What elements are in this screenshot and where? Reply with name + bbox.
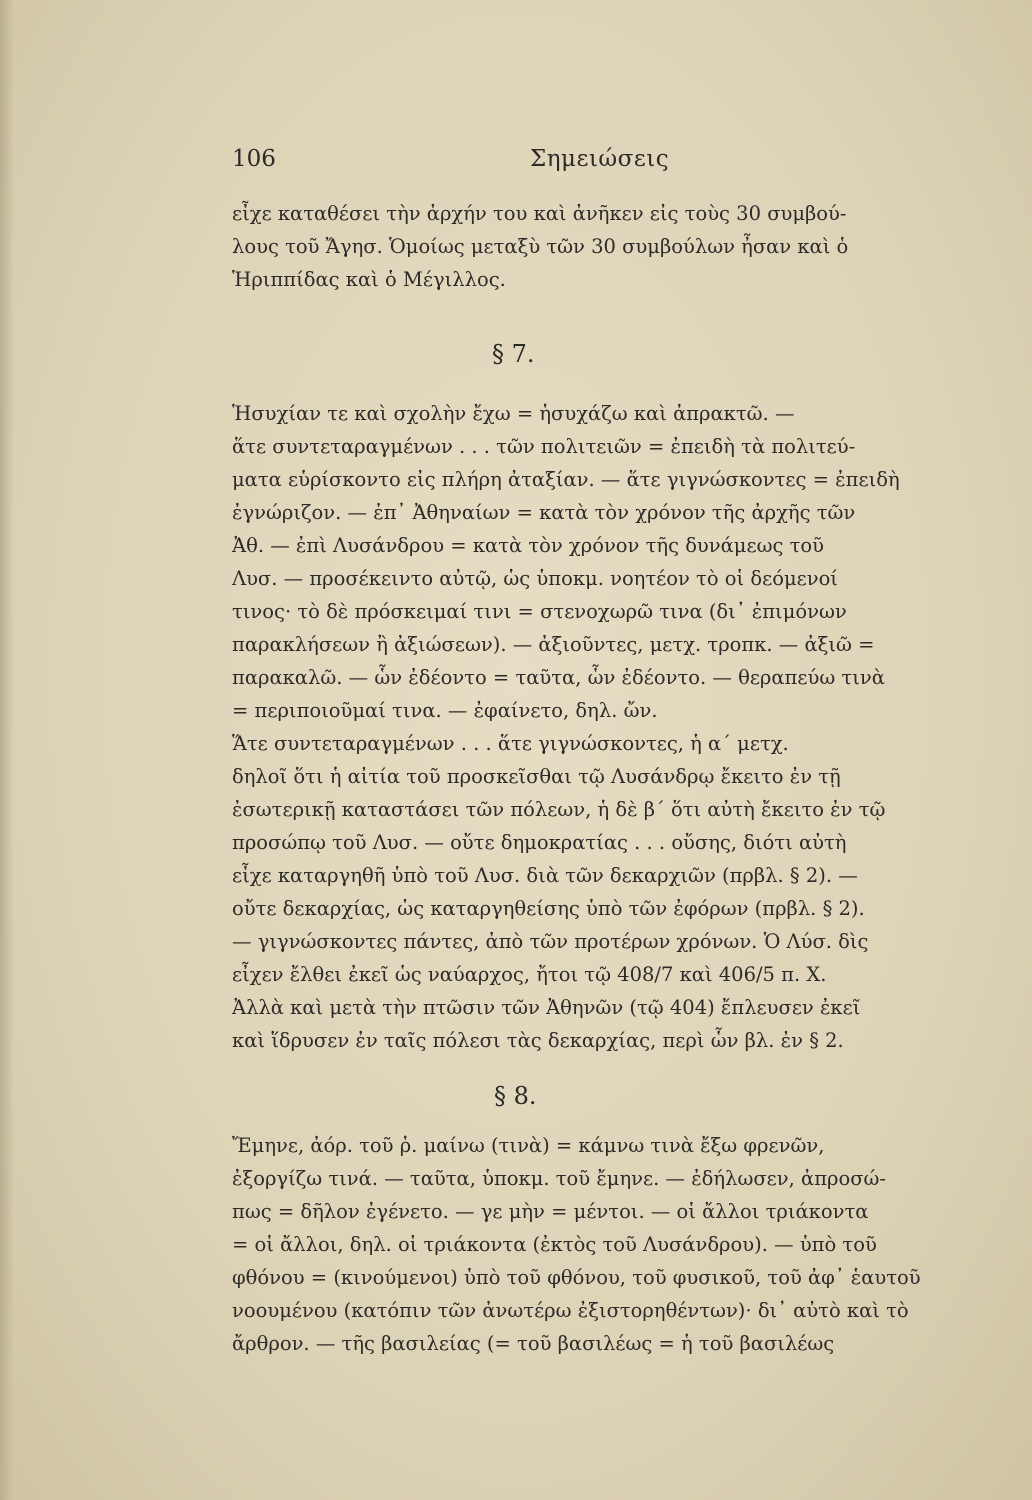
text-line: ματα εὑρίσκοντο εἰς πλήρη ἀταξίαν. — ἅτε γιγνώσκοντες = ἐπειδὴ bbox=[232, 468, 900, 491]
section-7-body bbox=[232, 397, 962, 1057]
section-8-heading: § 8. bbox=[494, 1082, 537, 1110]
intro-paragraph bbox=[232, 197, 962, 296]
text-line: νοουμένου (κατόπιν τῶν ἀνωτέρω ἐξιστορηθέντων)· δι᾿ αὐτὸ καὶ τὸ bbox=[232, 1299, 909, 1322]
text-line: ἅτε συντεταραγμένων . . . τῶν πολιτειῶν = ἐπειδὴ τὰ πολιτεύ- bbox=[232, 435, 856, 458]
text-line: ἐξοργίζω τινά. — ταῦτα, ὑποκμ. τοῦ ἔμηνε. — ἐδήλωσεν, ἀπροσώ- bbox=[232, 1167, 887, 1190]
text-line: Ἀλλὰ καὶ μετὰ τὴν πτῶσιν τῶν Ἀθηνῶν (τῷ 404) ἔπλευσεν ἐκεῖ bbox=[232, 996, 861, 1019]
text-line: Λυσ. — προσέκειντο αὐτῷ, ὡς ὑποκμ. νοητέον τὸ οἱ δεόμενοί bbox=[232, 567, 838, 590]
text-line: προσώπῳ τοῦ Λυσ. — οὔτε δημοκρατίας . . . οὔσης, διότι αὐτὴ bbox=[232, 831, 847, 854]
text-line: Ἡσυχίαν τε καὶ σχολὴν ἔχω = ἡσυχάζω καὶ ἀπρακτῶ. — bbox=[232, 402, 795, 425]
text-line: ἐσωτερικῇ καταστάσει τῶν πόλεων, ἡ δὲ β΄ ὅτι αὐτὴ ἔκειτο ἐν τῷ bbox=[232, 798, 886, 821]
text-line: Ἅτε συντεταραγμένων . . . ἅτε γιγνώσκοντες, ἡ α΄ μετχ. bbox=[232, 732, 789, 755]
text-line: εἶχεν ἔλθει ἐκεῖ ὡς ναύαρχος, ἤτοι τῷ 408/7 καὶ 406/5 π. Χ. bbox=[232, 963, 827, 986]
text-line: ἄρθρον. — τῆς βασιλείας (= τοῦ βασιλέως = ἡ τοῦ βασιλέως bbox=[232, 1332, 835, 1355]
page-edge-shadow bbox=[0, 0, 14, 1500]
section-7-heading: § 7. bbox=[492, 340, 535, 368]
running-title: Σημειώσεις bbox=[530, 146, 670, 172]
text-line: ἐγνώριζον. — ἐπ᾿ Ἀθηναίων = κατὰ τὸν χρόνον τῆς ἀρχῆς τῶν bbox=[232, 501, 856, 524]
text-line: = περιποιοῦμαί τινα. — ἐφαίνετο, δηλ. ὤν. bbox=[232, 699, 658, 722]
text-line: οὔτε δεκαρχίας, ὡς καταργηθείσης ὑπὸ τῶν ἐφόρων (πρβλ. § 2). bbox=[232, 897, 865, 920]
page-number: 106 bbox=[232, 146, 276, 172]
text-line: φθόνου = (κινούμενοι) ὑπὸ τοῦ φθόνου, τοῦ φυσικοῦ, τοῦ ἀφ᾿ ἑαυτοῦ bbox=[232, 1266, 921, 1289]
text-line: δηλοῖ ὅτι ἡ αἰτία τοῦ προσκεῖσθαι τῷ Λυσάνδρῳ ἔκειτο ἐν τῇ bbox=[232, 765, 841, 788]
text-line: Ἀθ. — ἐπὶ Λυσάνδρου = κατὰ τὸν χρόνον τῆς δυνάμεως τοῦ bbox=[232, 534, 824, 557]
text-line: εἶχε καταθέσει τὴν ἀρχήν του καὶ ἀνῆκεν εἰς τοὺς 30 συμβού- bbox=[232, 202, 847, 225]
text-line: παρακαλῶ. — ὧν ἐδέοντο = ταῦτα, ὧν ἐδέοντο. — θεραπεύω τινὰ bbox=[232, 666, 885, 689]
text-line: τινος· τὸ δὲ πρόσκειμαί τινι = στενοχωρῶ τινα (δι᾿ ἐπιμόνων bbox=[232, 600, 847, 623]
text-line: εἶχε καταργηθῆ ὑπὸ τοῦ Λυσ. διὰ τῶν δεκαρχιῶν (πρβλ. § 2). — bbox=[232, 864, 858, 887]
text-line: πως = δῆλον ἐγένετο. — γε μὴν = μέντοι. — οἱ ἄλλοι τριάκοντα bbox=[232, 1200, 869, 1223]
text-line: — γιγνώσκοντες πάντες, ἀπὸ τῶν προτέρων χρόνων. Ὁ Λύσ. δὶς bbox=[232, 930, 869, 953]
text-line: Ἔμηνε, ἀόρ. τοῦ ῥ. μαίνω (τινὰ) = κάμνω τινὰ ἔξω φρενῶν, bbox=[232, 1134, 825, 1157]
text-line: παρακλήσεων ἢ ἀξιώσεων). — ἀξιοῦντες, μετχ. τροπκ. — ἀξιῶ = bbox=[232, 633, 875, 656]
text-line: λους τοῦ Ἄγησ. Ὁμοίως μεταξὺ τῶν 30 συμβούλων ἦσαν καὶ ὁ bbox=[232, 235, 849, 258]
text-line: καὶ ἵδρυσεν ἐν ταῖς πόλεσι τὰς δεκαρχίας, περὶ ὧν βλ. ἐν § 2. bbox=[232, 1029, 844, 1052]
text-line: = οἱ ἄλλοι, δηλ. οἱ τριάκοντα (ἐκτὸς τοῦ Λυσάνδρου). — ὑπὸ τοῦ bbox=[232, 1233, 877, 1256]
page-header bbox=[232, 146, 792, 180]
section-8-body bbox=[232, 1129, 962, 1360]
text-line: Ἡριππίδας καὶ ὁ Μέγιλλος. bbox=[232, 268, 506, 291]
